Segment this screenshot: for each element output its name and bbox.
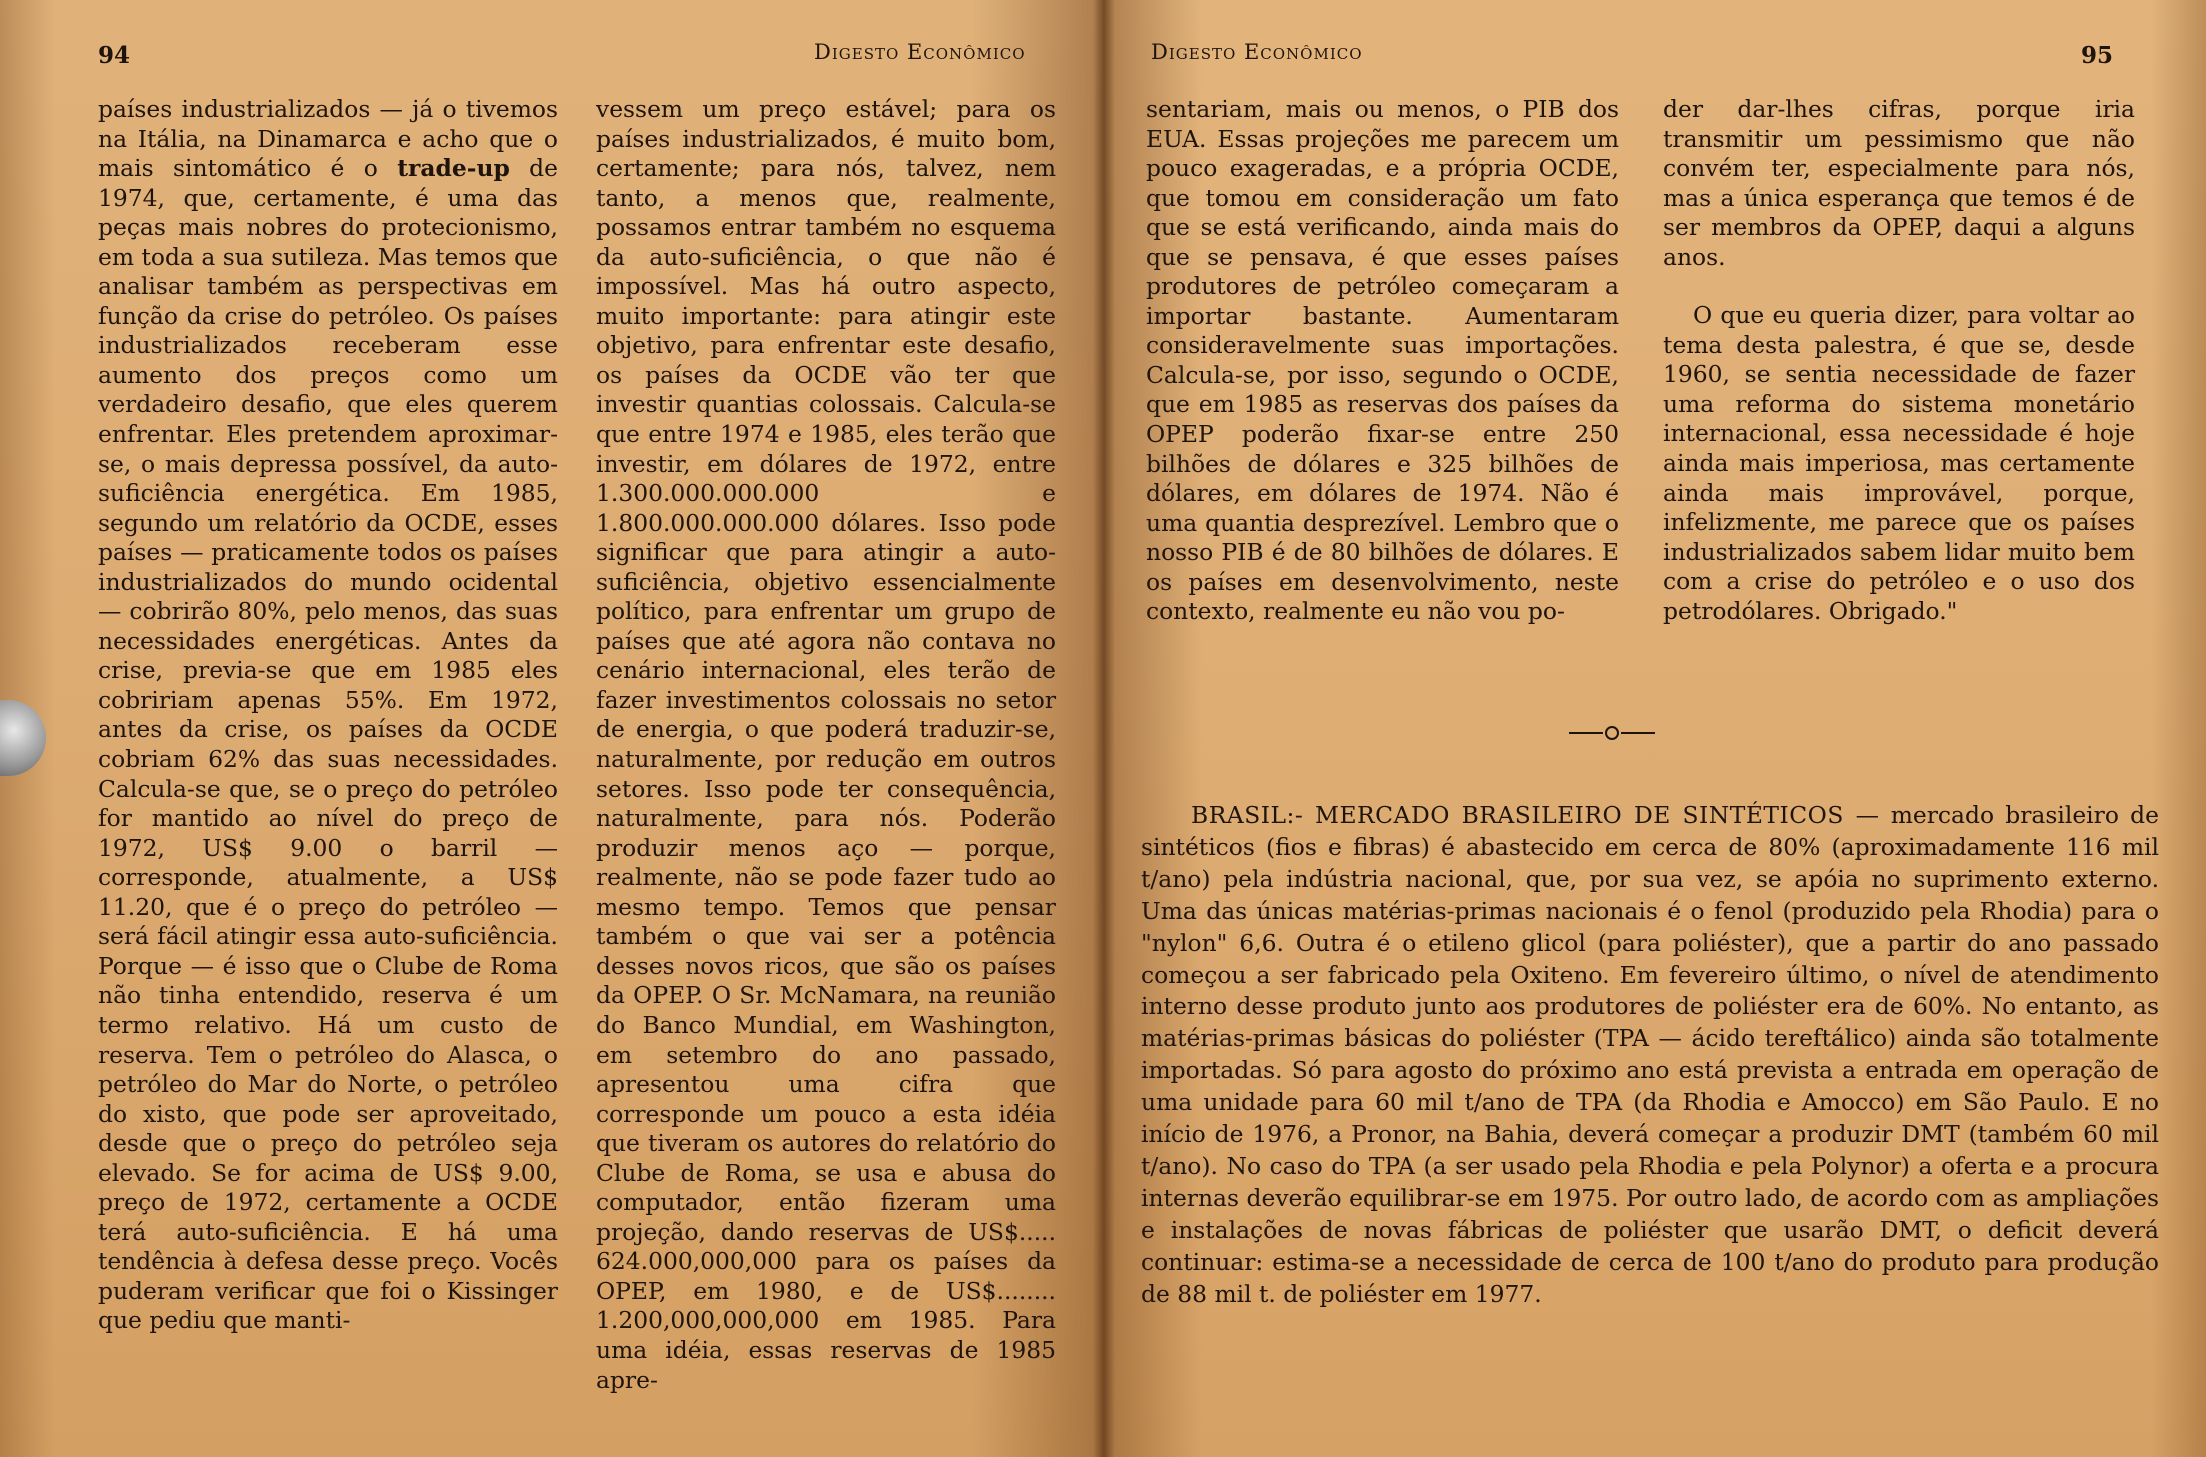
- trade-up-term: trade-up: [397, 154, 510, 183]
- right-column-1-text: sentariam, mais ou menos, o PIB dos EUA. Essas projeções me parecem um pouco exageradas, e a própria OCDE, que tomou em consideração um fato que se está verificando, ainda mais do que se pensava, é que esses países produtores de petróleo começaram a importar bastante. Aumentaram consideravelmente suas importações. Calcula-se, por isso, segundo o OCDE, que em 1985 as reservas dos países da OPEP poderão fixar-se entre 250 bilhões de dólares e 325 bilhões de dólares, em dólares de 1974. Não é uma quantia desprezível. Lembro que o nosso PIB é de 80 bilhões de dólares. E os países em desenvolvimento, neste contexto, realmente eu não vou po-: [1146, 95, 1619, 626]
- left-column-2-text: vessem um preço estável; para os países industrializados, é muito bom, certamente; para nós, talvez, nem tanto, a menos que, realmente, possamos entrar também no esquema da auto-suficiência, o que não é impossível. Mas há outro aspecto, muito importante: para atingir este objetivo, para enfrentar este desafio, os países da OCDE vão ter que investir quantias colossais. Calcula-se que entre 1974 e 1985, eles terão que investir, em dólares de 1972, entre 1.300.000.000.000 e 1.800.000.000.000 dólares. Isso pode significar que para atingir a auto-suficiência, objetivo essencialmente político, para enfrentar um grupo de países que até agora não contava no cenário internacional, eles terão de fazer investimentos colossais no setor de energia, o que poderá traduzir-se, naturalmente, por redução em outros setores. Isso pode ter consequência, naturalmente, para nós. Poderão produzir menos aço — porque, realmente, não se pode fazer tudo ao mesmo tempo. Temos que pensar também o que vai ser a potência desses novos ricos, que são os países da OPEP. O Sr. McNamara, na reunião do Banco Mundial, em Washington, em setembro do ano passado, apresentou uma cifra que corresponde um pouco a esta idéia que tiveram os autores do relatório do Clube de Roma, se usa e abusa do computador, então fizeram uma projeção, dando reservas de US$..... 624.000,000,000 para os países da OPEP, em 1980, e de US$........ 1.200,000,000,000 em 1985. Para uma idéia, essas reservas de 1985 apre-: [596, 95, 1056, 1394]
- divider-circle: [1605, 726, 1619, 740]
- right-column-2: [1663, 95, 2135, 626]
- left-col1-pre: países industrializados — já o tivemos na Itália, na Dinamarca e acho que o mais sintomático é o: [98, 95, 558, 183]
- article-body: mercado brasileiro de sintéticos (fios e fibras) é abastecido em cerca de 80% (aproximadamente 116 mil t/ano) pela indústria nacional, que, por sua vez, se apóia no suprimento externo. Uma das únicas matérias-primas nacionais é o fenol (produzido pela Rhodia) para o "nylon" 6,6. Outra é o etileno glicol (para poliéster), que a partir do ano passado começou a ser fabricado pela Oxiteno. Em fevereiro último, o nível de atendimento interno desse produto junto aos produtores de poliéster era de 60%. No entanto, as matérias-primas básicas do poliéster (TPA — ácido tereftálico) ainda são totalmente importadas. Só para agosto do próximo ano está prevista a entrada em operação de uma unidade para 60 mil t/ano de TPA (da Rhodia e Amocco) em São Paulo. E no início de 1976, a Pronor, na Bahia, deverá começar a produzir DMT (também 60 mil t/ano). No caso do TPA (a ser usado pela Rhodia e pela Polynor) a oferta e a procura internas deverão equilibrar-se em 1975. Por outro lado, de acordo com as ampliações e instalações de novas fábricas de poliéster que usarão DMT, o deficit deverá continuar: estima-se a necessidade de cerca de 100 t/ano do produto para produção de 88 mil t. de poliéster em 1977.: [1141, 801, 2159, 1308]
- left-col1-post: de 1974, que, certamente, é uma das peças mais nobres do protecionismo, em toda a sua sutileza. Mas temos que analisar também as perspectivas em função da crise do petróleo. Os países industrializados receberam esse aumento dos preços como um verdadeiro desafio, que eles querem enfrentar. Eles pretendem aproximar-se, o mais depressa possível, da auto-suficiência energética. Em 1985, segundo um relatório da OCDE, esses países — praticamente todos os países industrializados do mundo ocidental — cobrirão 80%, pelo menos, das suas necessidades energéticas. Antes da crise, previa-se que em 1985 eles cobririam apenas 55%. Em 1972, antes da crise, os países da OCDE cobriam 62% das suas necessidades. Calcula-se que, se o preço do petróleo for mantido ao nível do preço de 1972, US$ 9.00 o barril — corresponde, atualmente, a US$ 11.20, que é o preço do petróleo — será fácil atingir essa auto-suficiência. Porque — é isso que o Clube de Roma não tinha entendido, reserva é um termo relativo. Há um custo de reserva. Tem o petróleo do Alasca, o petróleo do Mar do Norte, o petróleo do xisto, que pode ser aproveitado, desde que o preço do petróleo seja elevado. Se for acima de US$ 9.00, preço de 1972, certamente a OCDE terá auto-suficiência. E há uma tendência à defesa desse preço. Vocês puderam verificar que foi o Kissinger que pediu que manti-: [98, 154, 558, 1335]
- page-tab-marker: [0, 700, 46, 776]
- left-column-1: [98, 95, 558, 1336]
- left-column-2: [596, 95, 1056, 1395]
- right-column-2-para-2: O que eu queria dizer, para voltar ao tema desta palestra, é que se, desde 1960, se sentia necessidade de fazer uma reforma do sistema monetário internacional, essa necessidade é hoje ainda mais imperiosa, mas certamente ainda mais improvável, porque, infelizmente, me parece que os países industrializados sabem lidar muito bem com a crise do petróleo e o uso dos petrodólares. Obrigado.": [1663, 301, 2135, 625]
- book-gutter: [1093, 0, 1115, 1457]
- right-column-2-para-1: der dar-lhes cifras, porque iria transmitir um pessimismo que não convém ter, especialmente para nós, mas a única esperança que temos é de ser membros da OPEP, daqui a alguns anos.: [1663, 95, 2135, 271]
- right-running-head: Digesto Econômico: [1151, 40, 1363, 64]
- synthetics-article: [1141, 800, 2159, 1311]
- divider-line-right: [1621, 732, 1655, 734]
- section-divider: [1569, 722, 1655, 742]
- right-page: [1103, 0, 2206, 1457]
- divider-line-left: [1569, 732, 1603, 734]
- right-page-number: 95: [2081, 42, 2114, 69]
- article-paragraph: [1141, 800, 2159, 1311]
- left-page-number: 94: [98, 42, 131, 69]
- right-column-1: [1146, 95, 1619, 627]
- left-running-head: Digesto Econômico: [814, 40, 1026, 64]
- article-heading: BRASIL:- MERCADO BRASILEIRO DE SINTÉTICOS —: [1191, 801, 1880, 829]
- left-column-1-text: [98, 95, 558, 1336]
